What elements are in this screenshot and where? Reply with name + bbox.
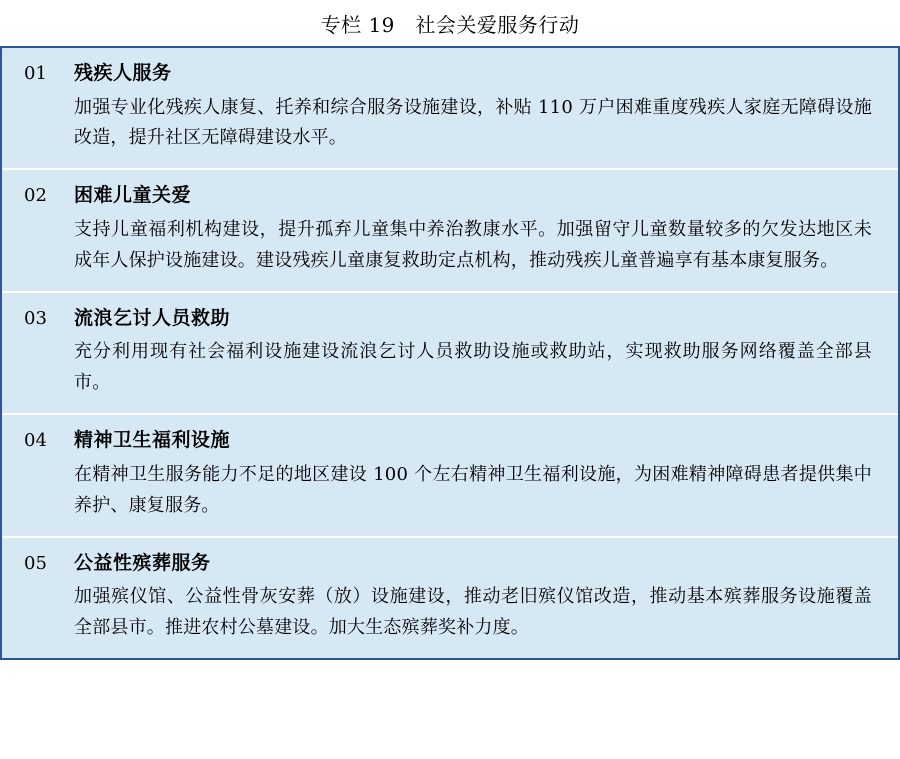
item-content (68, 293, 898, 413)
item-heading: 公益性殡葬服务 (74, 551, 211, 574)
table-row (2, 293, 898, 415)
item-description: 加强专业化残疾人康复、托养和综合服务设施建设，补贴 110 万户困难重度残疾人家庭无障碍设施改造，提升社区无障碍建设水平。 (74, 96, 872, 149)
item-content (68, 48, 898, 168)
item-number: 05 (24, 552, 47, 574)
page-title-text: 专栏 19 社会关爱服务行动 (320, 12, 580, 37)
table-row (2, 48, 898, 170)
item-description: 充分利用现有社会福利设施建设流浪乞讨人员救助设施或救助站，实现救助服务网络覆盖全部县市。 (74, 341, 872, 394)
item-content (68, 538, 898, 658)
item-number: 01 (24, 63, 47, 84)
item-description: 加强殡仪馆、公益性骨灰安葬（放）设施建设，推动老旧殡仪馆改造，推动基本殡葬服务设施覆盖全部县市。推进农村公墓建设。加大生态殡葬奖补力度。 (74, 586, 872, 639)
item-number: 03 (24, 307, 47, 329)
table-row (2, 170, 898, 292)
table-row (2, 415, 898, 537)
item-number: 02 (24, 185, 47, 207)
table-row (2, 538, 898, 658)
item-content (68, 415, 898, 535)
item-heading: 残疾人服务 (74, 62, 172, 84)
item-description: 在精神卫生服务能力不足的地区建设 100 个左右精神卫生福利设施，为困难精神障碍患者提供集中养护、康复服务。 (74, 463, 872, 516)
item-heading: 流浪乞讨人员救助 (74, 306, 231, 329)
item-number: 04 (24, 430, 47, 452)
item-content (68, 170, 898, 290)
page-title (0, 0, 900, 46)
item-heading: 精神卫生福利设施 (74, 429, 231, 452)
special-column-table (0, 46, 900, 660)
item-heading: 困难儿童关爱 (74, 184, 192, 207)
item-description: 支持儿童福利机构建设，提升孤弃儿童集中养治教康水平。加强留守儿童数量较多的欠发达地区未成年人保护设施建设。建设残疾儿童康复救助定点机构，推动残疾儿童普遍享有基本康复服务。 (74, 218, 872, 271)
